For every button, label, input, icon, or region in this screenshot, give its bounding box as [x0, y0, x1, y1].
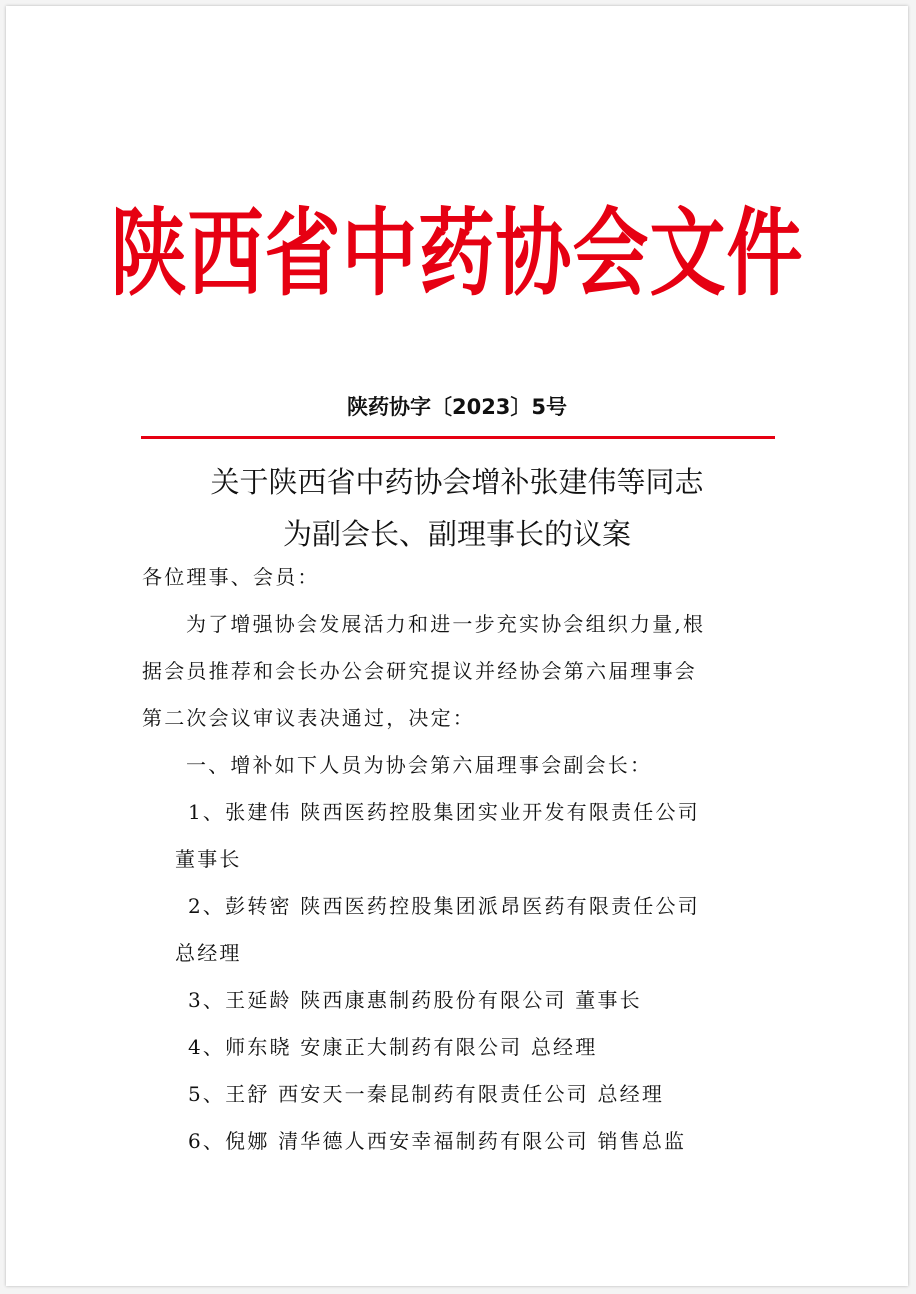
document-title	[6, 456, 908, 560]
salutation: 各位理事、会员：	[142, 565, 320, 589]
list-item-continuation: 董事长	[175, 847, 242, 871]
intro-line-1: 为了增强协会发展活力和进一步充实协会组织力量,根	[186, 612, 706, 636]
intro-line-3: 第二次会议审议表决通过，决定：	[142, 706, 475, 730]
list-item: 5、王舒 西安天一秦昆制药有限责任公司 总经理	[188, 1082, 665, 1106]
red-divider-line	[141, 436, 775, 439]
document-number: 陕药协字〔2023〕5号	[346, 395, 568, 419]
list-item-continuation: 总经理	[175, 941, 242, 965]
title-line-1: 关于陕西省中药协会增补张建伟等同志	[210, 465, 704, 499]
list-item: 2、彭转密 陕西医药控股集团派昂医药有限责任公司	[188, 894, 700, 918]
list-item: 6、倪娜 清华德人西安幸福制药有限公司 销售总监	[188, 1129, 687, 1153]
document-page	[6, 6, 908, 1286]
list-item: 3、王延龄 陕西康惠制药股份有限公司 董事长	[188, 988, 642, 1012]
list-item: 1、张建伟 陕西医药控股集团实业开发有限责任公司	[188, 800, 700, 824]
document-body	[142, 554, 782, 1165]
intro-line-2: 据会员推荐和会长办公会研究提议并经协会第六届理事会	[142, 659, 697, 683]
document-masthead: 陕西省中药协会文件	[110, 197, 804, 309]
section-heading: 一、增补如下人员为协会第六届理事会副会长：	[186, 753, 653, 777]
list-item: 4、师东晓 安康正大制药有限公司 总经理	[188, 1035, 598, 1059]
title-line-2: 为副会长、副理事长的议案	[282, 517, 631, 551]
